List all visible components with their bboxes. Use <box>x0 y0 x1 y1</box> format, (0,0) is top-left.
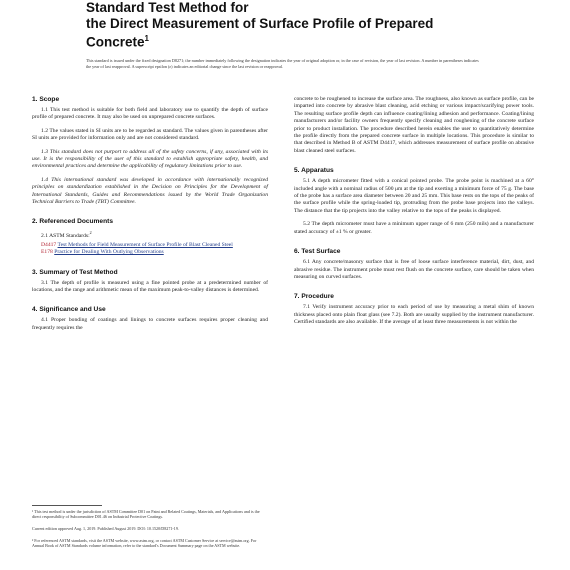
left-column <box>32 96 268 338</box>
right-column <box>294 96 534 333</box>
paragraph-4-1-continued: concrete to be roughened to increase the surface area. The roughness, also known as surface profile, can be imparted into concrete by abrasive blast cleaning, acid etching or various impact/scarifying power tools. The resulting surface profile depth can influence coating/lining adhesion and performance. Coating/lining manufacturers and/or facility owners frequently specify cleaning and roughening of the concrete surface prior to product installation. The procedure described herein enables the user to quantitatively determine the profile directly from the prepared concrete surface in multiple locations. This procedure is similar to that described in Method B of ASTM D4417, which addresses measurement of surface profile on abrasive blast cleaned steel surfaces. <box>294 96 534 154</box>
section-heading-summary: 3. Summary of Test Method <box>32 268 118 276</box>
paragraph-7-1: 7.1 Verify instrument accuracy prior to each period of use by measuring a metal shim of known thickness placed onto plain float glass (see 7.2). Both are usually supplied by the instrument manufacturer. Certified standards are also available. If the average of at least three measurements is not within the <box>294 304 534 326</box>
title-line-1: Standard Test Method for <box>86 0 249 15</box>
paragraph-5-2: 5.2 The depth micrometer must have a minimum upper range of 6 mm (250 mils) and a manufacturer stated accuracy of ±1 % or greater. <box>294 221 534 235</box>
reference-code[interactable]: E178 <box>41 249 53 256</box>
paragraph-4-1: 4.1 Proper bonding of coatings and linings to concrete surfaces requires proper cleaning and frequently requires the <box>32 317 268 331</box>
footnote-2: ² For referenced ASTM standards, visit the ASTM website, www.astm.org, or contact ASTM Customer Service at service@astm.org. For Annual Book of ASTM Standards volume information, refer to the standard's Document Summary page on the ASTM website. <box>32 538 257 549</box>
section-heading-significance: 4. Significance and Use <box>32 306 106 314</box>
document-title <box>86 0 526 50</box>
paragraph-1-1: 1.1 This test method is suitable for both field and laboratory use to quantify the depth of surface profile of prepared concrete. It may also be used on unprepared concrete surfaces. <box>32 107 268 121</box>
title-line-2: the Direct Measurement of Surface Profile of Prepared <box>86 15 434 31</box>
footnote-mark-2: 2 <box>89 230 92 236</box>
paragraph-5-1: 5.1 A depth micrometer fitted with a conical pointed probe. The probe point is machined at a 60° included angle with a nominal radius of 500 μm at the tip and exerting a minimum force of 75 g. The base of the probe has a surface area diameter between 20 and 25 mm. This base rests on the tops of the peaks of the surface profile while the spring-loaded tip, protruding from the probe base projects into the valleys. The distance that the tip projects into the valley relative to the tops of the peaks is displayed. <box>294 178 534 214</box>
section-heading-referenced-documents: 2. Referenced Documents <box>32 218 113 226</box>
paragraph-1-3: 1.3 This standard does not purport to address all of the safety concerns, if any, associated with its use. It is the responsibility of the user of this standard to establish appropriate safety, health, and environmental practices and determine the applicability of regulatory limitations prior to use. <box>32 148 268 170</box>
paragraph-1-4: 1.4 This international standard was developed in accordance with internationally recognized principles on standardization established in the Decision on Principles for the Development of International Standards, Guides and Recommendations issued by the World Trade Organization Technical Barriers to Trade (TBT) Committee. <box>32 176 268 206</box>
reference-title-link[interactable]: Test Methods for Field Measurement of Surface Profile of Blast Cleaned Steel <box>57 241 233 248</box>
paragraph-2-1-text: 2.1 ASTM Standards: <box>41 233 90 240</box>
footnote-1-edition: Current edition approved Aug. 1, 2019. Published August 2019. DOI: 10.1520/D8271-19. <box>32 526 179 531</box>
paragraph-6-1: 6.1 Any concrete/masonry surface that is free of loose surface interference material, dirt, dust, and abrasive residue. The instrument probe must rest flush on the concrete surface, care should be taken when measuring on curved surfaces. <box>294 259 534 280</box>
reference-title-link[interactable]: Practice for Dealing With Outlying Observations <box>54 249 164 256</box>
section-heading-apparatus: 5. Apparatus <box>294 167 334 175</box>
paragraph-3-1: 3.1 The depth of profile is measured using a fine pointed probe at a predetermined number of locations, and the range and arithmetic mean of the maximum peak-to-valley distances is determined. <box>32 279 268 293</box>
section-heading-scope: 1. Scope <box>32 96 60 103</box>
section-heading-test-surface: 6. Test Surface <box>294 248 341 256</box>
footnote-1: ¹ This test method is under the jurisdiction of ASTM Committee D01 on Paint and Related Coatings, Materials, and Applications and is the direct responsibility of Subcommittee D01.46 on Industrial Protective Coatings. <box>32 509 260 520</box>
reference-e178[interactable] <box>41 249 268 256</box>
title-footnote-mark: 1 <box>144 34 149 43</box>
footnote-divider <box>32 505 102 506</box>
paragraph-2-1 <box>32 229 268 240</box>
paragraph-1-2: 1.2 The values stated in SI units are to be regarded as standard. The values given in parentheses after SI units are provided for information only and are not considered standard. <box>32 127 268 142</box>
title-line-3: Concrete <box>86 34 145 50</box>
section-heading-procedure: 7. Procedure <box>294 293 334 301</box>
reference-code[interactable]: D4417 <box>41 241 57 248</box>
designation-note: This standard is issued under the fixed designation D8271; the number immediately following the designation indicates the year of original adoption or, in the case of revision, the year of last revision. A number in parentheses indicates the year of last reapproval. A superscript epsilon (ε) indicates an editorial change since the last revision or reapproval. <box>86 58 479 69</box>
